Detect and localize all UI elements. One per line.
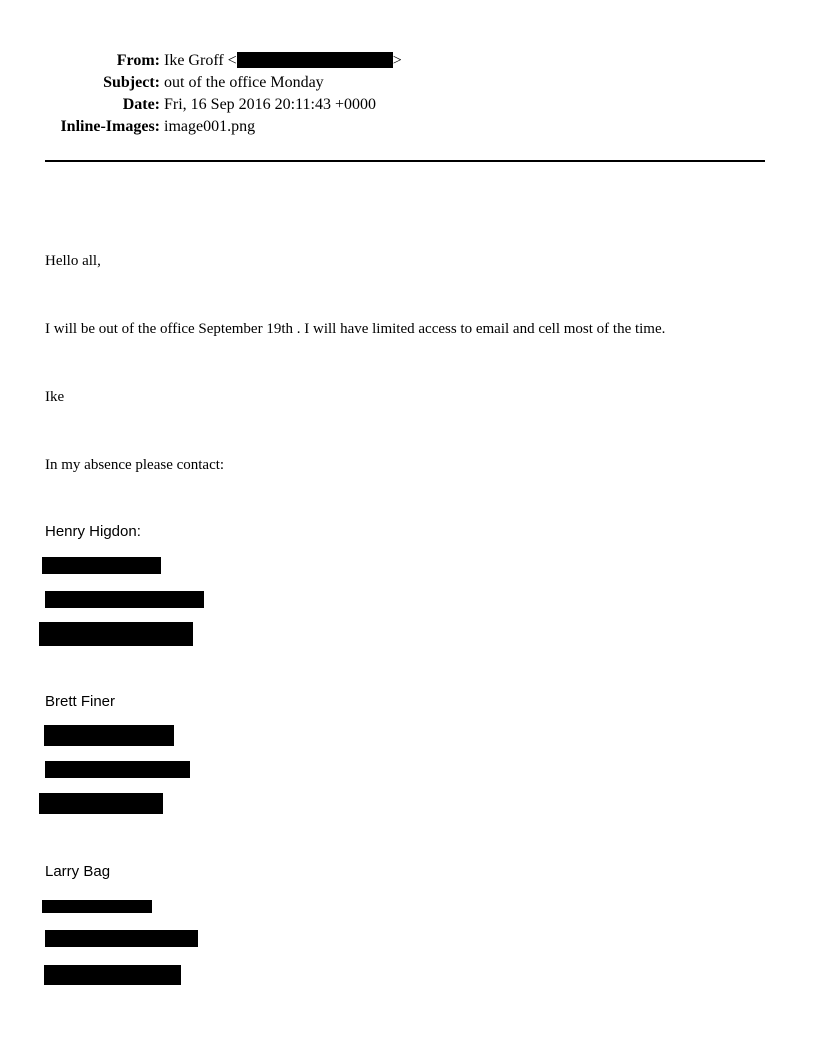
- inline-images-value: image001.png: [164, 118, 256, 135]
- redacted-email: [237, 52, 393, 68]
- contact-name: Brett Finer: [45, 693, 116, 710]
- from-value: [164, 52, 402, 70]
- redacted-block: [44, 965, 181, 985]
- from-name: Ike Groff <: [164, 52, 237, 69]
- inline-images-label: Inline-Images:: [60, 118, 160, 135]
- from-close: >: [392, 52, 402, 69]
- contact-name: Larry Bag: [45, 863, 111, 880]
- subject-value: out of the office Monday: [164, 74, 324, 91]
- signature: Ike: [45, 389, 65, 405]
- redacted-block: [42, 557, 161, 574]
- from-label: From:: [116, 52, 160, 69]
- date-value: Fri, 16 Sep 2016 20:11:43 +0000: [164, 96, 376, 113]
- redacted-block: [42, 900, 152, 913]
- subject-label: Subject:: [103, 74, 160, 91]
- redacted-block: [39, 622, 193, 646]
- date-label: Date:: [122, 96, 160, 113]
- message-text: I will be out of the office September 19th . I will have limited access to email and cell most of the time.: [45, 321, 666, 337]
- header-divider: [45, 160, 765, 162]
- contact-intro: In my absence please contact:: [45, 457, 225, 473]
- redacted-block: [45, 591, 204, 608]
- redacted-block: [44, 725, 174, 746]
- redacted-block: [45, 930, 198, 947]
- redacted-block: [45, 761, 190, 778]
- greeting: Hello all,: [45, 253, 101, 269]
- redacted-block: [39, 793, 163, 814]
- contact-name: Henry Higdon:: [45, 523, 141, 540]
